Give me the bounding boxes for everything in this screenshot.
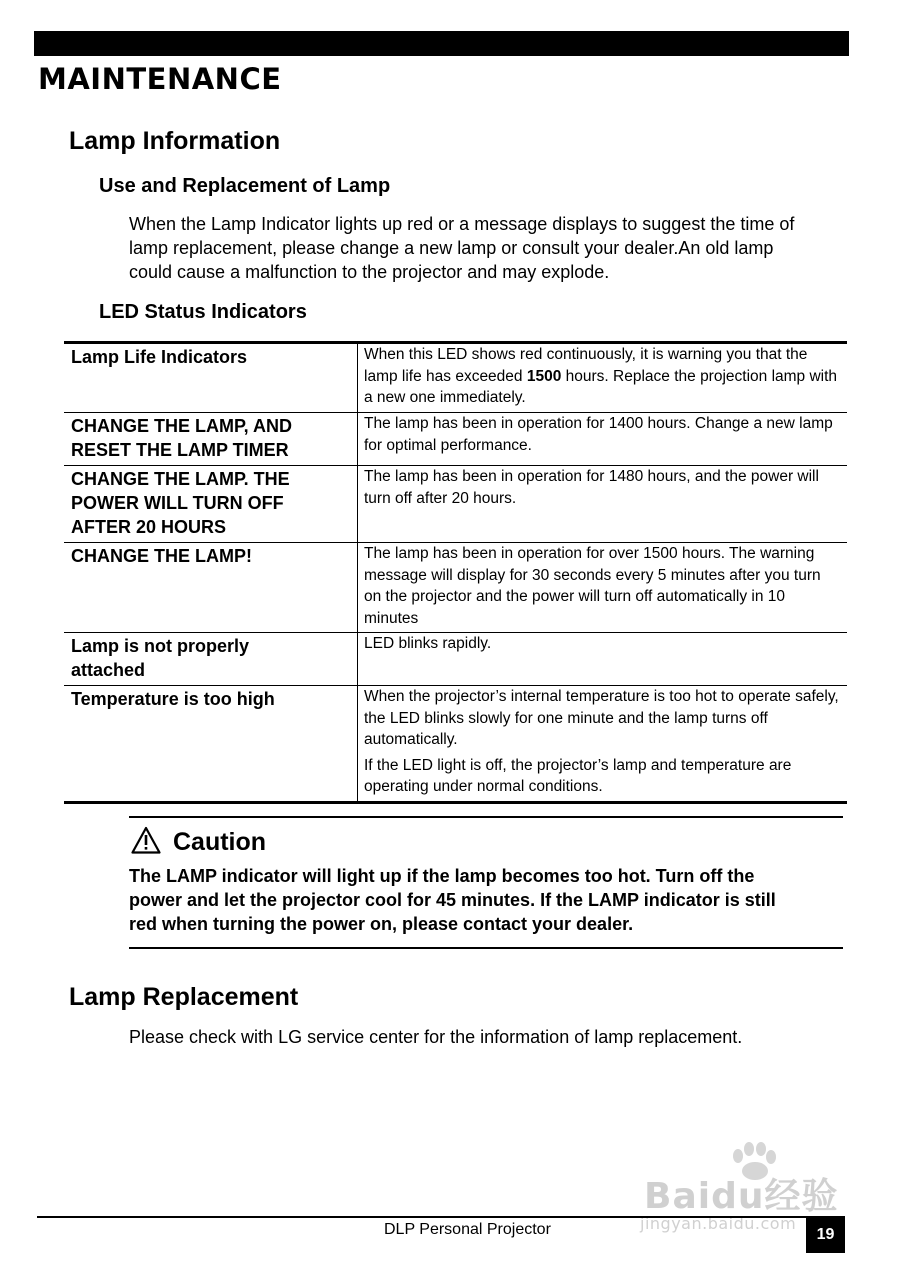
- table-row: [64, 466, 847, 543]
- lamp-replacement-heading: Lamp Replacement: [69, 983, 299, 1011]
- footer-rule: [37, 1216, 845, 1218]
- use-replacement-heading: Use and Replacement of Lamp: [99, 175, 391, 197]
- indicator-cell: Lamp Life Indicators: [64, 343, 358, 413]
- caution-line: power and let the projector cool for 45 minutes. If the LAMP indicator is still: [129, 890, 776, 910]
- footer-product-name: DLP Personal Projector: [384, 1221, 551, 1238]
- caution-bottom-rule: [129, 947, 843, 949]
- table-row: [64, 543, 847, 633]
- table-row: [64, 686, 847, 803]
- description-text: When this LED shows red continuously, it is warning you that the lamp life has exceeded: [364, 346, 808, 385]
- description-cell: [358, 686, 848, 803]
- section-title: MAINTENANCE: [38, 62, 282, 96]
- caution-line: The LAMP indicator will light up if the lamp becomes too hot. Turn off the: [129, 866, 755, 886]
- indicator-cell: [64, 466, 358, 543]
- warning-triangle-icon: [131, 826, 161, 859]
- paragraph-line: lamp replacement, please change a new lamp or consult your dealer.An old lamp: [129, 238, 774, 258]
- watermark-logo-cjk: 经验: [764, 1176, 839, 1217]
- description-text: hours. Replace the projection lamp with a new one immediately.: [364, 367, 838, 406]
- caution-top-rule: [129, 816, 843, 818]
- table-row: [64, 633, 847, 686]
- use-replacement-paragraph: [129, 212, 794, 284]
- indicator-cell: [64, 413, 358, 466]
- caution-title: Caution: [173, 828, 267, 856]
- indicator-line: POWER WILL TURN OFF: [71, 493, 284, 513]
- indicator-cell: Temperature is too high: [64, 686, 358, 803]
- watermark-logo: [644, 1168, 839, 1219]
- table-row: [64, 413, 847, 466]
- description-cell: The lamp has been in operation for 1480 hours, and the power will turn off after 20 hours.: [358, 466, 848, 543]
- description-paragraph: If the LED light is off, the projector’s lamp and temperature are operating under normal conditions.: [364, 756, 792, 795]
- led-status-table: [64, 341, 847, 804]
- page-number: 19: [806, 1217, 845, 1253]
- led-status-heading: LED Status Indicators: [99, 301, 307, 323]
- indicator-line: CHANGE THE LAMP. THE: [71, 469, 290, 489]
- header-bar: [34, 31, 849, 56]
- indicator-line: CHANGE THE LAMP, AND: [71, 416, 293, 436]
- description-cell: LED blinks rapidly.: [358, 633, 848, 686]
- indicator-line: attached: [71, 660, 146, 680]
- description-paragraph: When the projector’s internal temperature is too hot to operate safely, the LED blinks slowly for one minute and the lamp turns off automatically.: [364, 688, 839, 748]
- indicator-line: AFTER 20 HOURS: [71, 517, 227, 537]
- description-cell: The lamp has been in operation for 1400 hours. Change a new lamp for optimal performance.: [358, 413, 848, 466]
- watermark-url: jingyan.baidu.com: [640, 1214, 797, 1233]
- description-cell: [358, 343, 848, 413]
- lamp-information-heading: Lamp Information: [69, 127, 281, 155]
- watermark-logo-text: Baidu: [644, 1176, 765, 1217]
- indicator-cell: CHANGE THE LAMP!: [64, 543, 358, 633]
- indicator-line: RESET THE LAMP TIMER: [71, 440, 289, 460]
- description-cell: The lamp has been in operation for over 1500 hours. The warning message will display for 30 seconds every 5 minutes after you turn on the projector and the power will turn off automatically in 10 minutes: [358, 543, 848, 633]
- paragraph-line: could cause a malfunction to the projector and may explode.: [129, 262, 610, 282]
- paragraph-line: When the Lamp Indicator lights up red or a message displays to suggest the time of: [129, 214, 795, 234]
- caution-text: [129, 864, 841, 936]
- lamp-replacement-text: Please check with LG service center for the information of lamp replacement.: [129, 1027, 743, 1047]
- caution-header: [131, 826, 266, 859]
- description-bold-value: 1500: [526, 367, 562, 385]
- indicator-cell: [64, 633, 358, 686]
- table-row: [64, 343, 847, 413]
- caution-line: red when turning the power on, please contact your dealer.: [129, 914, 634, 934]
- indicator-line: Lamp is not properly: [71, 636, 250, 656]
